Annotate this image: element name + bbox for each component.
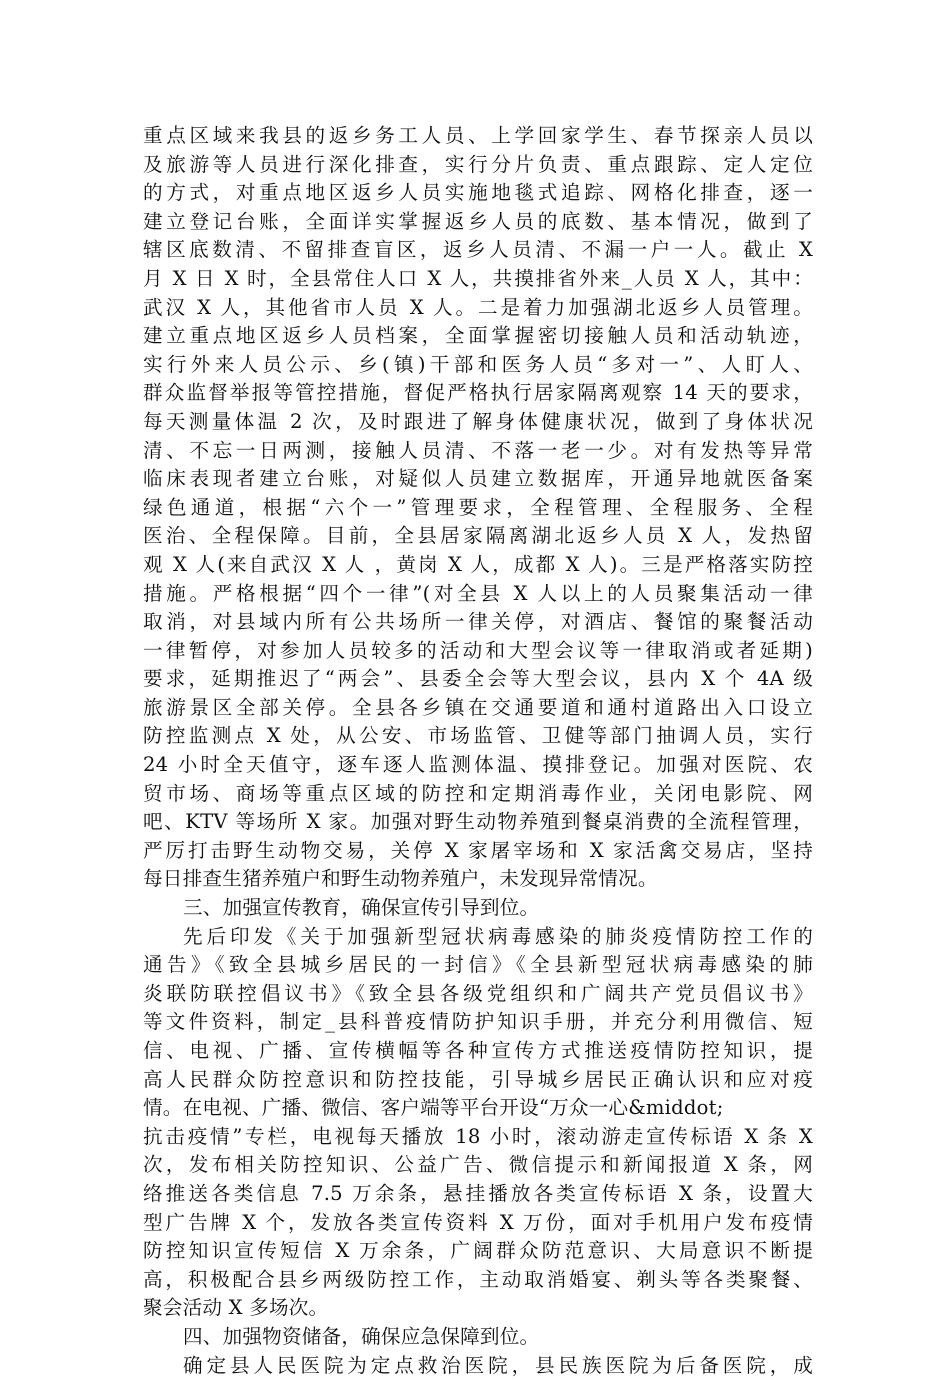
- text-line: 每天测量体温 2 次，及时跟进了解身体健康状况，做到了身体状况: [143, 409, 813, 433]
- text-line: 吧、KTV 等场所 X 家。加强对野生动物养殖到餐桌消费的全流程管理，: [143, 810, 813, 834]
- text-line: 次，发布相关防控知识、公益广告、微信提示和新闻报道 X 条，网: [143, 1153, 813, 1177]
- text-line: 要求，延期推迟了“两会”、县委全会等大型会议，县内 X 个 4A 级: [143, 667, 813, 691]
- text-line: 贸市场、商场等重点区域的防控和定期消毒作业，关闭电影院、网: [143, 781, 813, 805]
- text-line: 络推送各类信息 7.5 万余条，悬挂播放各类宣传标语 X 条，设置大: [143, 1181, 813, 1205]
- text-line: 一律暂停，对参加人员较多的活动和大型会议等一律取消或者延期): [143, 638, 813, 662]
- text-line: 及旅游等人员进行深化排查，实行分片负责、重点跟踪、定人定位: [143, 152, 813, 176]
- text-line: 建立登记台账，全面详实掌握返乡人员的底数、基本情况，做到了: [143, 209, 813, 233]
- text-line: 等文件资料，制定_县科普疫情防护知识手册，并充分利用微信、短: [143, 1010, 813, 1034]
- text-line: 的方式，对重点地区返乡人员实施地毯式追踪、网格化排查，逐一: [143, 181, 813, 205]
- text-line: 防控知识宣传短信 X 万余条，广阔群众防范意识、大局意识不断提: [143, 1239, 813, 1263]
- text-line: 辖区底数清、不留排查盲区，返乡人员清、不漏一户一人。截止 X: [143, 238, 813, 262]
- text-line: 群众监督举报等管控措施，督促严格执行居家隔离观察 14 天的要求，: [143, 381, 813, 405]
- paragraph-first-line: 确定县人民医院为定点救治医院，县民族医院为后备医院，成: [183, 1353, 813, 1377]
- text-line: 抗击疫情”专栏，电视每天播放 18 小时，滚动游走宣传标语 X 条 X: [143, 1124, 813, 1148]
- text-line: 高，积极配合县乡两级防控工作，主动取消婚宴、剃头等各类聚餐、: [143, 1267, 813, 1291]
- text-line: 旅游景区全部关停。全县各乡镇在交通要道和通村道路出入口设立: [143, 695, 813, 719]
- text-line: 清、不忘一日两测，接触人员清、不落一老一少。对有发热等异常: [143, 438, 813, 462]
- text-line: 型广告牌 X 个，发放各类宣传资料 X 万份，面对手机用户发布疫情: [143, 1210, 813, 1234]
- text-line: 24 小时全天值守，逐车逐人监测体温、摸排登记。加强对医院、农: [143, 753, 813, 777]
- text-line: 月 X 日 X 时，全县常住人口 X 人，共摸排省外来_人员 X 人，其中：: [143, 266, 813, 290]
- text-line: 通告》《致全县城乡居民的一封信》《全县新型冠状病毒感染的肺: [143, 953, 813, 977]
- text-line: 每日排查生猪养殖户和野生动物养殖户，未发现异常情况。: [143, 867, 658, 891]
- text-line: 防控监测点 X 处，从公安、市场监管、卫健等部门抽调人员，实行: [143, 724, 813, 748]
- text-line: 情。在电视、广播、微信、客户端等平台开设“万众一心&middot;: [143, 1096, 724, 1120]
- text-line: 建立重点地区返乡人员档案，全面掌握密切接触人员和活动轨迹，: [143, 324, 813, 348]
- text-line: 武汉 X 人，其他省市人员 X 人。二是着力加强湖北返乡人员管理。: [143, 295, 813, 319]
- text-line: 绿色通道，根据“六个一”管理要求，全程管理、全程服务、全程: [143, 495, 813, 519]
- paragraph-first-line: 三、加强宣传教育，确保宣传引导到位。: [183, 896, 540, 920]
- text-line: 严厉打击野生动物交易，关停 X 家屠宰场和 X 家活禽交易店，坚持: [143, 838, 813, 862]
- text-line: 炎联防联控倡议书》《致全县各级党组织和广阔共产党员倡议书》: [143, 981, 813, 1005]
- text-line: 观 X 人(来自武汉 X 人 ，黄岗 X 人，成都 X 人)。三是严格落实防控: [143, 552, 813, 576]
- text-line: 医治、全程保障。目前，全县居家隔离湖北返乡人员 X 人，发热留: [143, 524, 813, 548]
- paragraph-first-line: 先后印发《关于加强新型冠状病毒感染的肺炎疫情防控工作的: [183, 924, 813, 948]
- text-line: 取消，对县域内所有公共场所一律关停，对酒店、餐馆的聚餐活动: [143, 610, 813, 634]
- text-line: 实行外来人员公示、乡(镇)干部和医务人员“多对一”、人盯人、: [143, 352, 813, 376]
- text-line: 聚会活动 X 多场次。: [143, 1296, 329, 1320]
- text-line: 高人民群众防控意识和防控技能，引导城乡居民正确认识和应对疫: [143, 1067, 813, 1091]
- text-line: 信、电视、广播、宣传横幅等各种宣传方式推送疫情防控知识，提: [143, 1039, 813, 1062]
- paragraph-first-line: 四、加强物资储备，确保应急保障到位。: [183, 1324, 540, 1348]
- document-body-text: [143, 122, 813, 1380]
- text-line: 重点区域来我县的返乡务工人员、上学回家学生、春节探亲人员以: [143, 124, 813, 147]
- text-line: 临床表现者建立台账，对疑似人员建立数据库，开通异地就医备案: [143, 467, 813, 491]
- text-line: 措施。严格根据“四个一律”(对全县 X 人以上的人员聚集活动一律: [143, 581, 813, 605]
